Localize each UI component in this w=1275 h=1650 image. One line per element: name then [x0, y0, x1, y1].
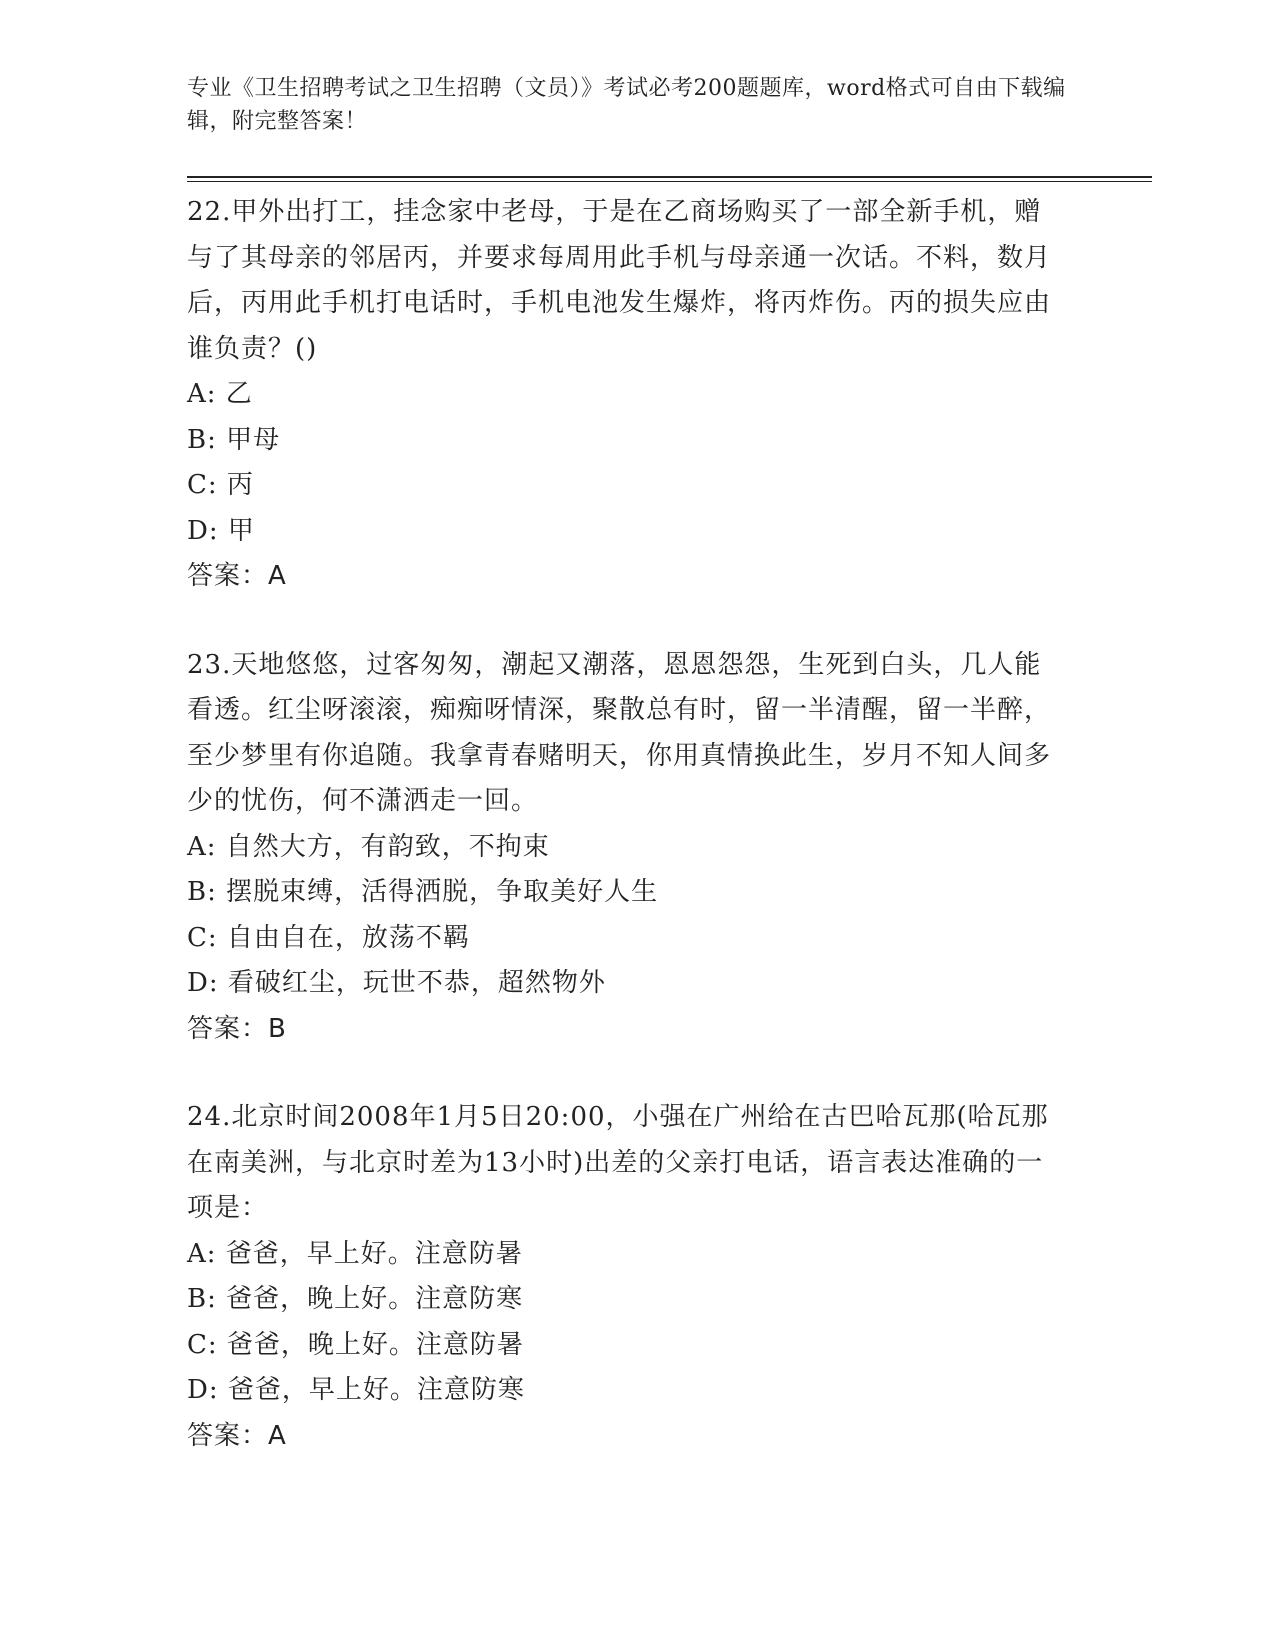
- header-divider-thin: [187, 181, 1152, 182]
- option-c: C: 丙: [187, 470, 254, 500]
- question-stem: 24.北京时间2008年1月5日20:00，小强在广州给在古巴哈瓦那(哈瓦那在南美洲，与北京时差为13小时)出差的父亲打电话，语言表达准确的一项是：: [187, 1102, 1049, 1223]
- option-c: C: 自由自在，放荡不羁: [187, 922, 470, 953]
- option-a: A: 自然大方，有韵致，不拘束: [187, 831, 550, 862]
- question-24: [187, 1095, 1067, 1459]
- question-23: [187, 643, 1067, 1053]
- option-b: B: 摆脱束缚，活得洒脱，争取美好人生: [187, 877, 659, 907]
- answer-line: 答案：A: [187, 561, 287, 591]
- option-b: B: 爸爸，晚上好。注意防寒: [187, 1284, 524, 1314]
- answer-line: 答案：B: [187, 1013, 287, 1044]
- option-a: A: 乙: [187, 379, 253, 409]
- question-stem: 22.甲外出打工，挂念家中老母，于是在乙商场购买了一部全新手机，赠与了其母亲的邻居丙，并要求每周用此手机与母亲通一次话。不料，数月后，丙用此手机打电话时，手机电池发生爆炸，将丙炸伤。丙的损失应由谁负责？(): [187, 197, 1052, 364]
- document-header: 专业《卫生招聘考试之卫生招聘（文员）》考试必考200题题库，word格式可自由下载编辑，附完整答案！: [187, 76, 1066, 134]
- option-c: C: 爸爸，晚上好。注意防暑: [187, 1329, 524, 1360]
- question-stem: 23.天地悠悠，过客匆匆，潮起又潮落，恩恩怨怨，生死到白头，几人能看透。红尘呀滚滚，痴痴呀情深，聚散总有时，留一半清醒，留一半醉，至少梦里有你追随。我拿青春赌明天，你用真情换此生，岁月不知人间多少的忧伤，何不潇洒走一回。: [187, 649, 1052, 816]
- question-22: [187, 190, 1067, 600]
- option-b: B: 甲母: [187, 424, 281, 455]
- answer-line: 答案：A: [187, 1420, 287, 1451]
- option-a: A: 爸爸，早上好。注意防暑: [187, 1238, 523, 1269]
- option-d: D: 甲: [187, 515, 255, 546]
- option-d: D: 爸爸，早上好。注意防寒: [187, 1375, 525, 1405]
- option-d: D: 看破红尘，玩世不恭，超然物外: [187, 968, 606, 998]
- header-divider-thick: [187, 176, 1152, 178]
- question-list: [187, 190, 1067, 1502]
